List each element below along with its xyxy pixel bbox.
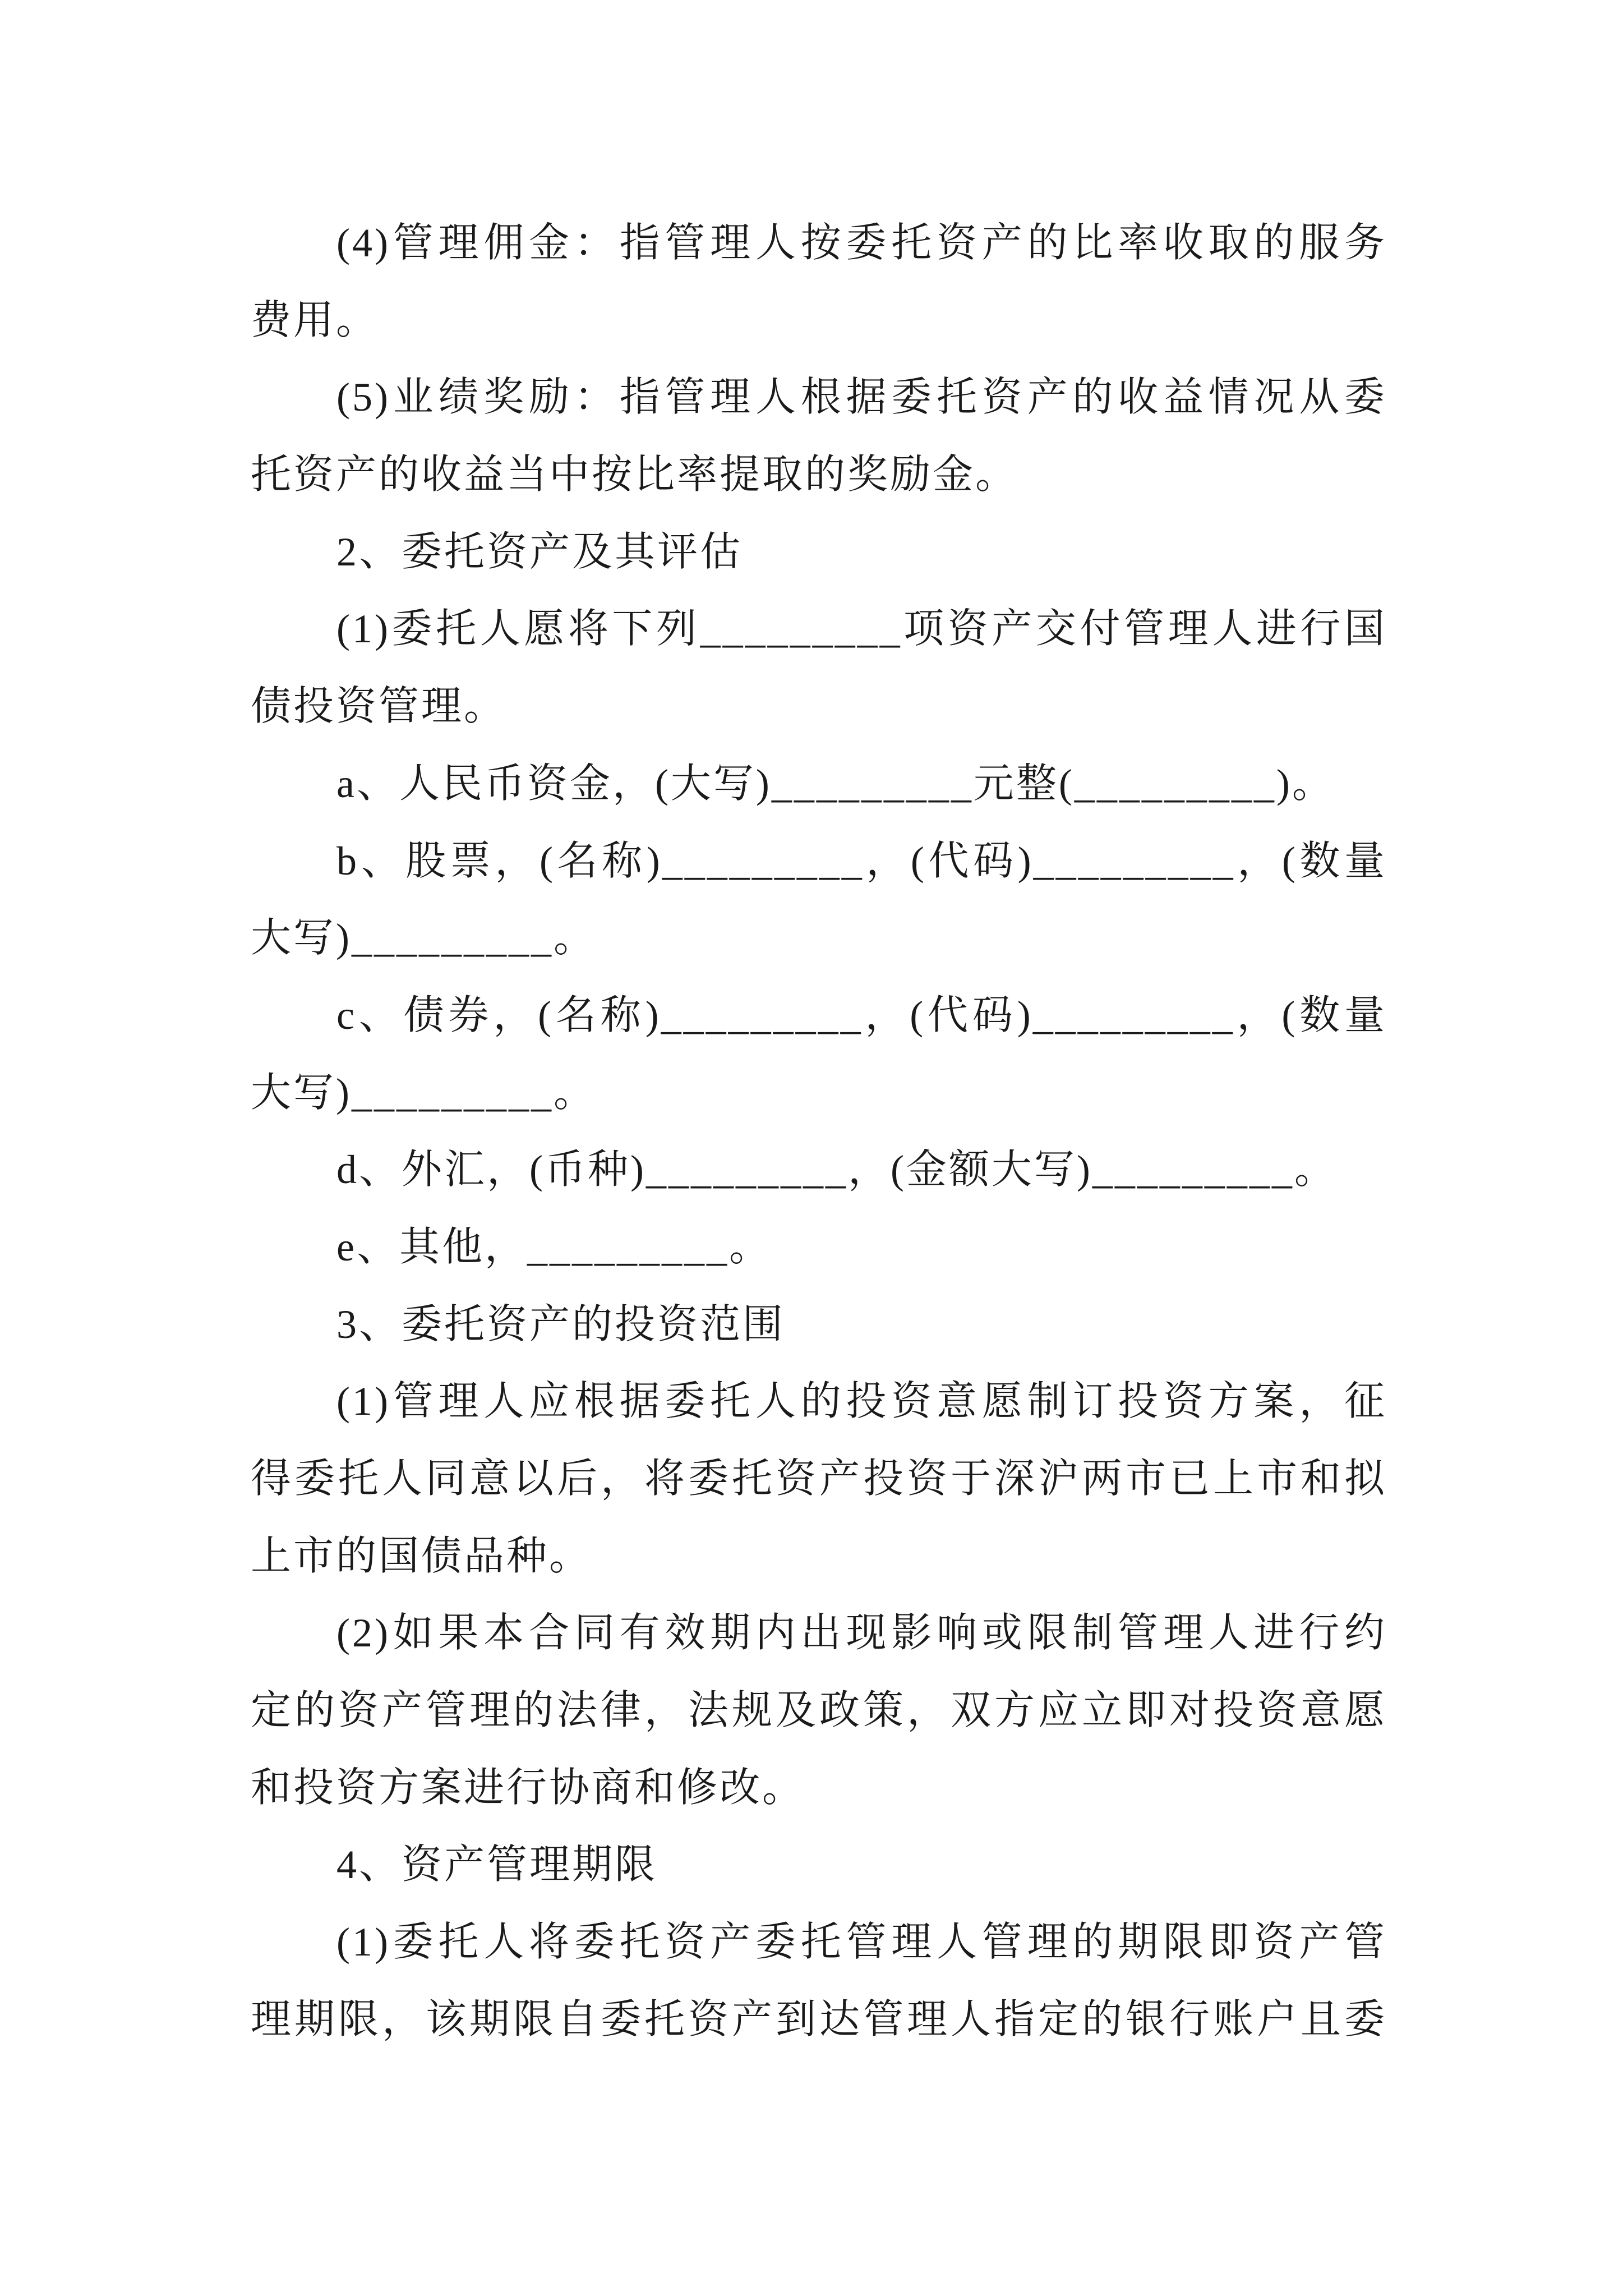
item-foreign-exchange	[251, 1131, 1387, 1209]
section-heading-investment-scope	[251, 1286, 1387, 1364]
item-other	[251, 1209, 1387, 1286]
text-line: (1)委托人将委托资产委托管理人管理的期限即资产管	[336, 1920, 1387, 1965]
text-line: (4)管理佣金：指管理人按委托资产的比率收取的服务	[336, 220, 1387, 265]
text-line: 得委托人同意以后，将委托资产投资于深沪两市已上市和拟	[251, 1456, 1387, 1501]
section-heading-entrusted-assets	[251, 514, 1387, 591]
item-bonds	[251, 977, 1387, 1131]
text-line: d、外汇，(币种)_________，(金额大写)_________。	[336, 1147, 1337, 1193]
paragraph-management-commission	[251, 205, 1387, 359]
text-line: 上市的国债品种。	[251, 1533, 592, 1579]
paragraph-performance-reward	[251, 359, 1387, 513]
text-line: b、股票，(名称)_________，(代码)_________，(数量	[336, 838, 1387, 884]
text-line: 和投资方案进行协商和修改。	[251, 1765, 805, 1810]
text-line: 定的资产管理的法律，法规及政策，双方应立即对投资意愿	[251, 1688, 1387, 1733]
paragraph-assets-delivery	[251, 591, 1387, 745]
text-line: 费用。	[251, 297, 379, 343]
item-stocks	[251, 823, 1387, 977]
text-line: 大写)_________。	[251, 1070, 596, 1115]
text-line: 托资产的收益当中按比率提取的奖励金。	[251, 452, 1018, 498]
text-line: a、人民币资金，(大写)_________元整(_________)。	[336, 761, 1335, 806]
section-heading: 3、委托资产的投资范围	[336, 1301, 786, 1347]
text-line: 债投资管理。	[251, 684, 507, 729]
text-line: (1)管理人应根据委托人的投资意愿制订投资方案，征	[336, 1379, 1387, 1424]
section-heading: 4、资产管理期限	[336, 1842, 658, 1888]
text-line: 大写)_________。	[251, 915, 596, 961]
paragraph-plan-revision	[251, 1595, 1387, 1826]
text-line: (1)委托人愿将下列_________项资产交付管理人进行国	[336, 606, 1387, 652]
text-line: c、债券，(名称)_________，(代码)_________，(数量	[336, 992, 1387, 1038]
document-body	[251, 205, 1387, 2059]
section-heading-management-term	[251, 1826, 1387, 1904]
item-rmb-funds	[251, 746, 1387, 823]
paragraph-management-term	[251, 1904, 1387, 2058]
text-line: e、其他，_________。	[336, 1224, 772, 1269]
text-line: 理期限，该期限自委托资产到达管理人指定的银行账户且委	[251, 1996, 1387, 2042]
paragraph-investment-plan	[251, 1363, 1387, 1595]
section-heading: 2、委托资产及其评估	[336, 529, 743, 574]
text-line: (2)如果本合同有效期内出现影响或限制管理人进行约	[336, 1611, 1387, 1656]
text-line: (5)业绩奖励：指管理人根据委托资产的收益情况从委	[336, 375, 1387, 420]
